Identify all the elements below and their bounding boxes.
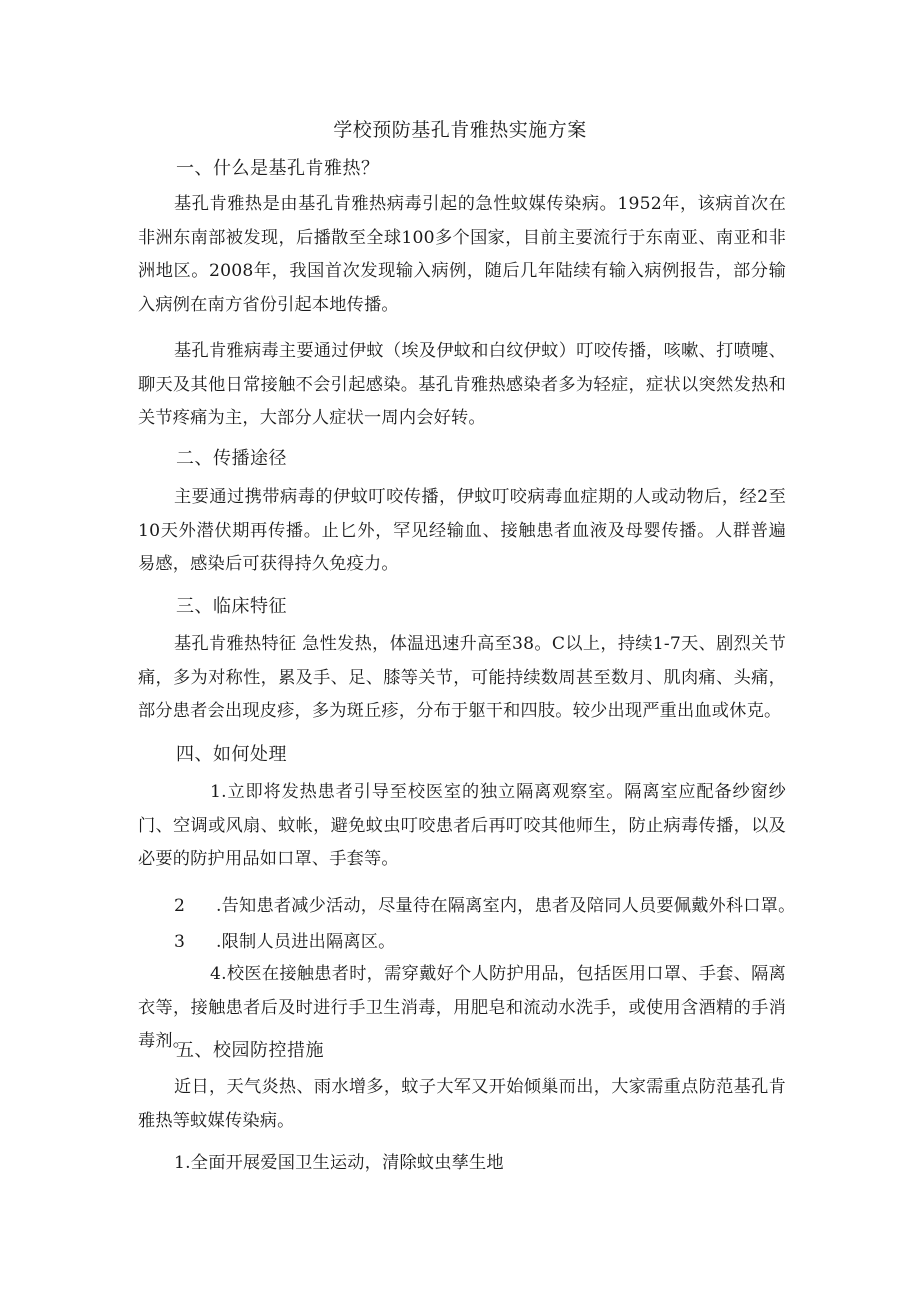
- list-text: .立即将发热患者引导至校医室的独立隔离观察室。隔离室应配备纱窗纱门、空调或风扇、蚊帐，避免蚊虫叮咬患者后再叮咬其他师生，防止病毒传播，以及必要的防护用品如口罩、手套等。: [138, 782, 786, 869]
- list-text: .告知患者减少活动，尽量待在隔离室内，患者及陪同人员要佩戴外科口罩。: [216, 896, 796, 916]
- paragraph-clinical-features: 基孔肯雅热特征 急性发热，体温迅速升高至38。C以上，持续1-7天、剧烈关节痛，多为对称性，累及手、足、膝等关节，可能持续数周甚至数月、肌肉痛、头痛，部分患者会出现皮疹，多为斑丘疹，分布于躯干和四肢。较少出现严重出血或休克。: [138, 634, 786, 721]
- list-item-campus-1: [174, 1150, 504, 1176]
- list-text: .限制人员进出隔离区。: [216, 932, 396, 952]
- section-heading-transmission: 二、传播途径: [176, 448, 287, 469]
- paragraph-campus-context: 近日，天气炎热、雨水增多，蚊子大军又开始倾巢而出，大家需重点防范基孔肯雅热等蚊媒传染病。: [138, 1077, 786, 1131]
- section-heading-clinical: 三、临床特征: [176, 596, 287, 617]
- section-heading-what-is: 一、什么是基孔肯雅热？: [176, 158, 380, 179]
- list-text: .校医在接触患者时，需穿戴好个人防护用品，包括医用口罩、手套、隔离衣等，接触患者后及时进行手卫生消毒，用肥皂和流动水洗手，或使用含酒精的手消毒剂。: [138, 964, 786, 1051]
- section-heading-handling: 四、如何处理: [176, 744, 287, 765]
- document-title: 学校预防基孔肯雅热实施方案: [333, 119, 587, 141]
- list-number: 1: [210, 782, 222, 802]
- paragraph-definition: 基孔肯雅热是由基孔肯雅热病毒引起的急性蚊媒传染病。1952年，该病首次在非洲东南部被发现，后播散至全球100多个国家，目前主要流行于东南亚、南亚和非洲地区。2008年，我国首次发现输入病例，随后几年陆续有输入病例报告，部分输入病例在南方省份引起本地传播。: [138, 194, 786, 315]
- paragraph-transmission-route: 主要通过携带病毒的伊蚊叮咬传播，伊蚊叮咬病毒血症期的人或动物后，经2至10天外潜伏期再传播。止匕外，罕见经输血、接触患者血液及母婴传播。人群普遍易感，感染后可获得持久免疫力。: [138, 487, 786, 574]
- list-item-handling-2: [174, 893, 795, 919]
- list-number: 4: [210, 964, 222, 984]
- paragraph-transmission-symptoms: 基孔肯雅病毒主要通过伊蚊（埃及伊蚊和白纹伊蚊）叮咬传播，咳嗽、打喷嚏、聊天及其他日常接触不会引起感染。基孔肯雅热感染者多为轻症，症状以突然发热和关节疼痛为主，大部分人症状一周内会好转。: [138, 341, 786, 428]
- section-heading-campus-prevention: 五、校园防控措施: [176, 1040, 324, 1061]
- list-number: 2: [174, 896, 186, 916]
- list-item-handling-1: [138, 776, 786, 877]
- list-number: 1: [174, 1153, 186, 1173]
- list-number: 3: [174, 932, 186, 952]
- list-text: .全面开展爱国卫生运动，清除蚊虫孳生地: [185, 1153, 504, 1173]
- list-item-handling-3: [174, 929, 396, 955]
